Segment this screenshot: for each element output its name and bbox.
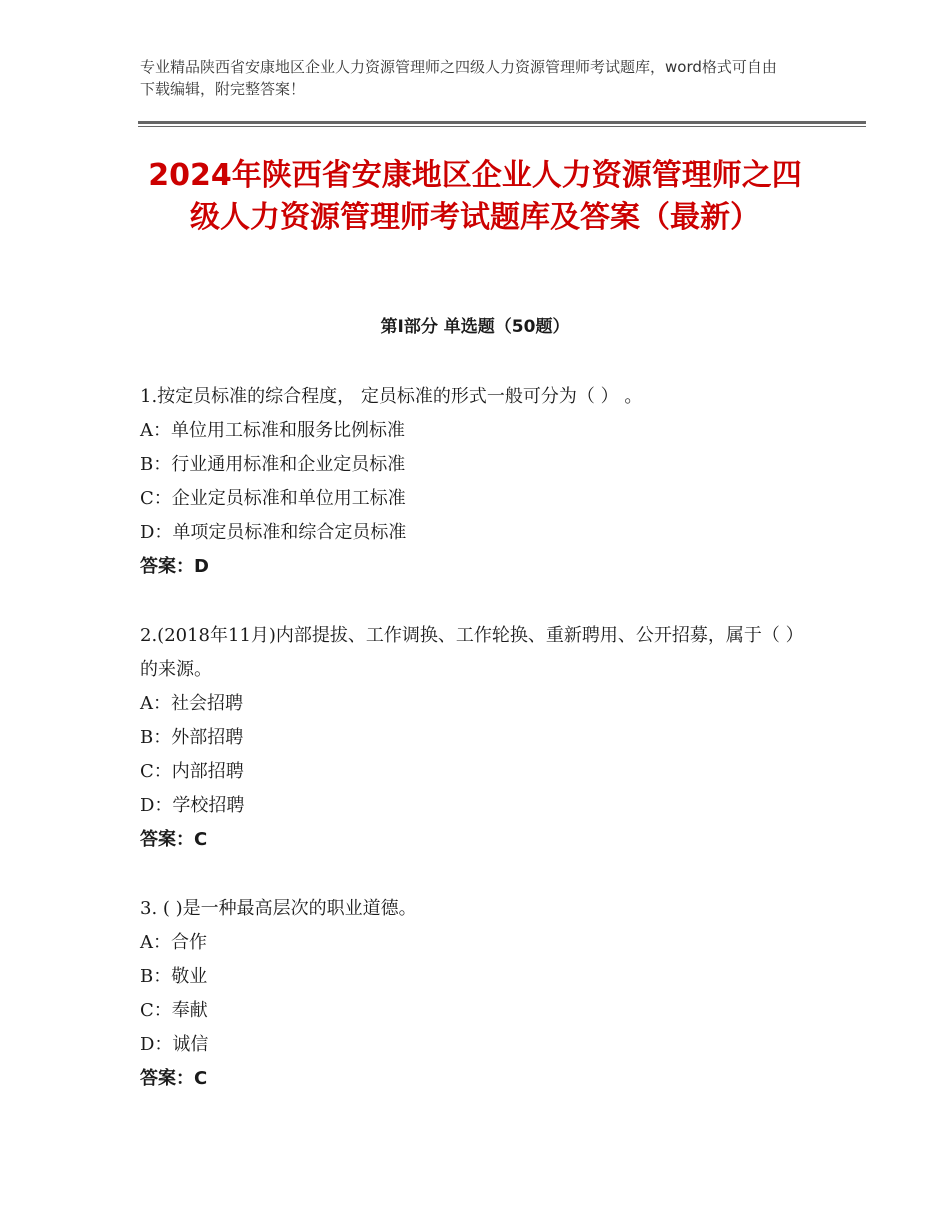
header-divider — [138, 121, 866, 127]
answer: 答案：D — [140, 556, 209, 577]
option-b: B：外部招聘 — [140, 727, 244, 748]
option-a: A：社会招聘 — [140, 693, 243, 714]
question-stem: 2.(2018年11月)内部提拔、工作调换、工作轮换、重新聘用、公开招募，属于（ ）的来源。 — [140, 625, 804, 680]
option-b: B：敬业 — [140, 966, 208, 987]
option-c: C：企业定员标准和单位用工标准 — [140, 488, 406, 509]
option-a: A：合作 — [140, 932, 207, 953]
question-1 — [140, 380, 820, 584]
option-d: D：单项定员标准和综合定员标准 — [140, 522, 407, 543]
section-heading: 第Ⅰ部分 单选题（50题） — [380, 317, 570, 337]
header-note: 专业精品陕西省安康地区企业人力资源管理师之四级人力资源管理师考试题库，word格式可自由下载编辑，附完整答案！ — [140, 58, 777, 98]
question-3 — [140, 892, 820, 1096]
option-d: D：学校招聘 — [140, 795, 245, 816]
question-2 — [140, 619, 820, 857]
question-stem: 1.按定员标准的综合程度， 定员标准的形式一般可分为（ ） 。 — [140, 386, 643, 407]
answer: 答案：C — [140, 829, 208, 850]
document-title: 2024年陕西省安康地区企业人力资源管理师之四级人力资源管理师考试题库及答案（最新） — [148, 158, 802, 235]
option-a: A：单位用工标准和服务比例标准 — [140, 420, 405, 441]
option-b: B：行业通用标准和企业定员标准 — [140, 454, 406, 475]
question-stem: 3. ( )是一种最高层次的职业道德。 — [140, 898, 417, 919]
option-d: D：诚信 — [140, 1034, 209, 1055]
answer: 答案：C — [140, 1068, 208, 1089]
option-c: C：内部招聘 — [140, 761, 244, 782]
option-c: C：奉献 — [140, 1000, 208, 1021]
